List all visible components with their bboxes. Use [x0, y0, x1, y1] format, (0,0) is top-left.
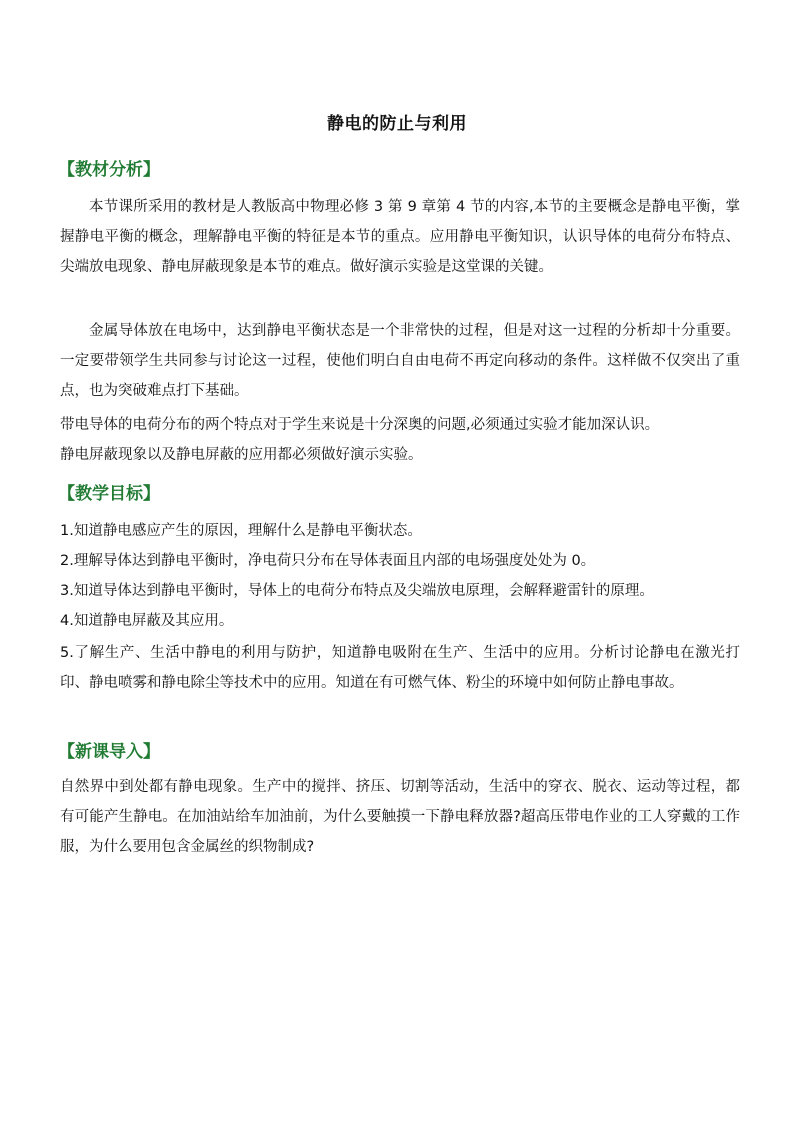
objective-item-1: 1.知道静电感应产生的原因，理解什么是静电平衡状态。	[60, 523, 422, 539]
heading-teaching-objectives: 【教学目标】	[58, 484, 160, 504]
objective-item-5: 5.了解生产、生活中静电的利用与防护，知道静电吸附在生产、生活中的应用。分析讨论静电在激光打印、静电喷雾和静电除尘等技术中的应用。知道在有可燃气体、粉尘的环境中如何防止静电事故。	[60, 645, 740, 691]
heading-new-lesson-intro: 【新课导入】	[58, 742, 160, 762]
objective-item-3: 3.知道导体达到静电平衡时，导体上的电荷分布特点及尖端放电原理，会解释避雷针的原理。	[60, 583, 654, 599]
analysis-paragraph-2: 金属导体放在电场中，达到静电平衡状态是一个非常快的过程，但是对这一过程的分析却十分重要。一定要带领学生共同参与讨论这一过程，使他们明白自由电荷不再定向移动的条件。这样做不仅突出了重点，也为突破难点打下基础。	[60, 323, 740, 399]
intro-paragraph: 自然界中到处都有静电现象。生产中的搅拌、挤压、切割等活动，生活中的穿衣、脱衣、运动等过程，都有可能产生静电。在加油站给车加油前，为什么要触摸一下静电释放器?超高压带电作业的工人穿戴的工作服，为什么要用包含金属丝的织物制成?	[60, 779, 740, 855]
document-title: 静电的防止与利用	[327, 114, 467, 134]
analysis-paragraph-4: 静电屏蔽现象以及静电屏蔽的应用都必须做好演示实验。	[60, 447, 423, 463]
objective-item-2: 2.理解导体达到静电平衡时，净电荷只分布在导体表面且内部的电场强度处处为 0。	[60, 553, 596, 569]
heading-textbook-analysis: 【教材分析】	[58, 160, 160, 180]
analysis-paragraph-1: 本节课所采用的教材是人教版高中物理必修 3 第 9 章第 4 节的内容,本节的主要概念是静电平衡，掌握静电平衡的概念，理解静电平衡的特征是本节的重点。应用静电平衡知识，认识导体的电荷分布特点、尖端放电现象、静电屏蔽现象是本节的难点。做好演示实验是这堂课的关键。	[60, 199, 740, 275]
analysis-paragraph-3: 带电导体的电荷分布的两个特点对于学生来说是十分深奥的问题,必须通过实验才能加深认识。	[60, 417, 660, 433]
objective-item-4: 4.知道静电屏蔽及其应用。	[60, 613, 234, 629]
